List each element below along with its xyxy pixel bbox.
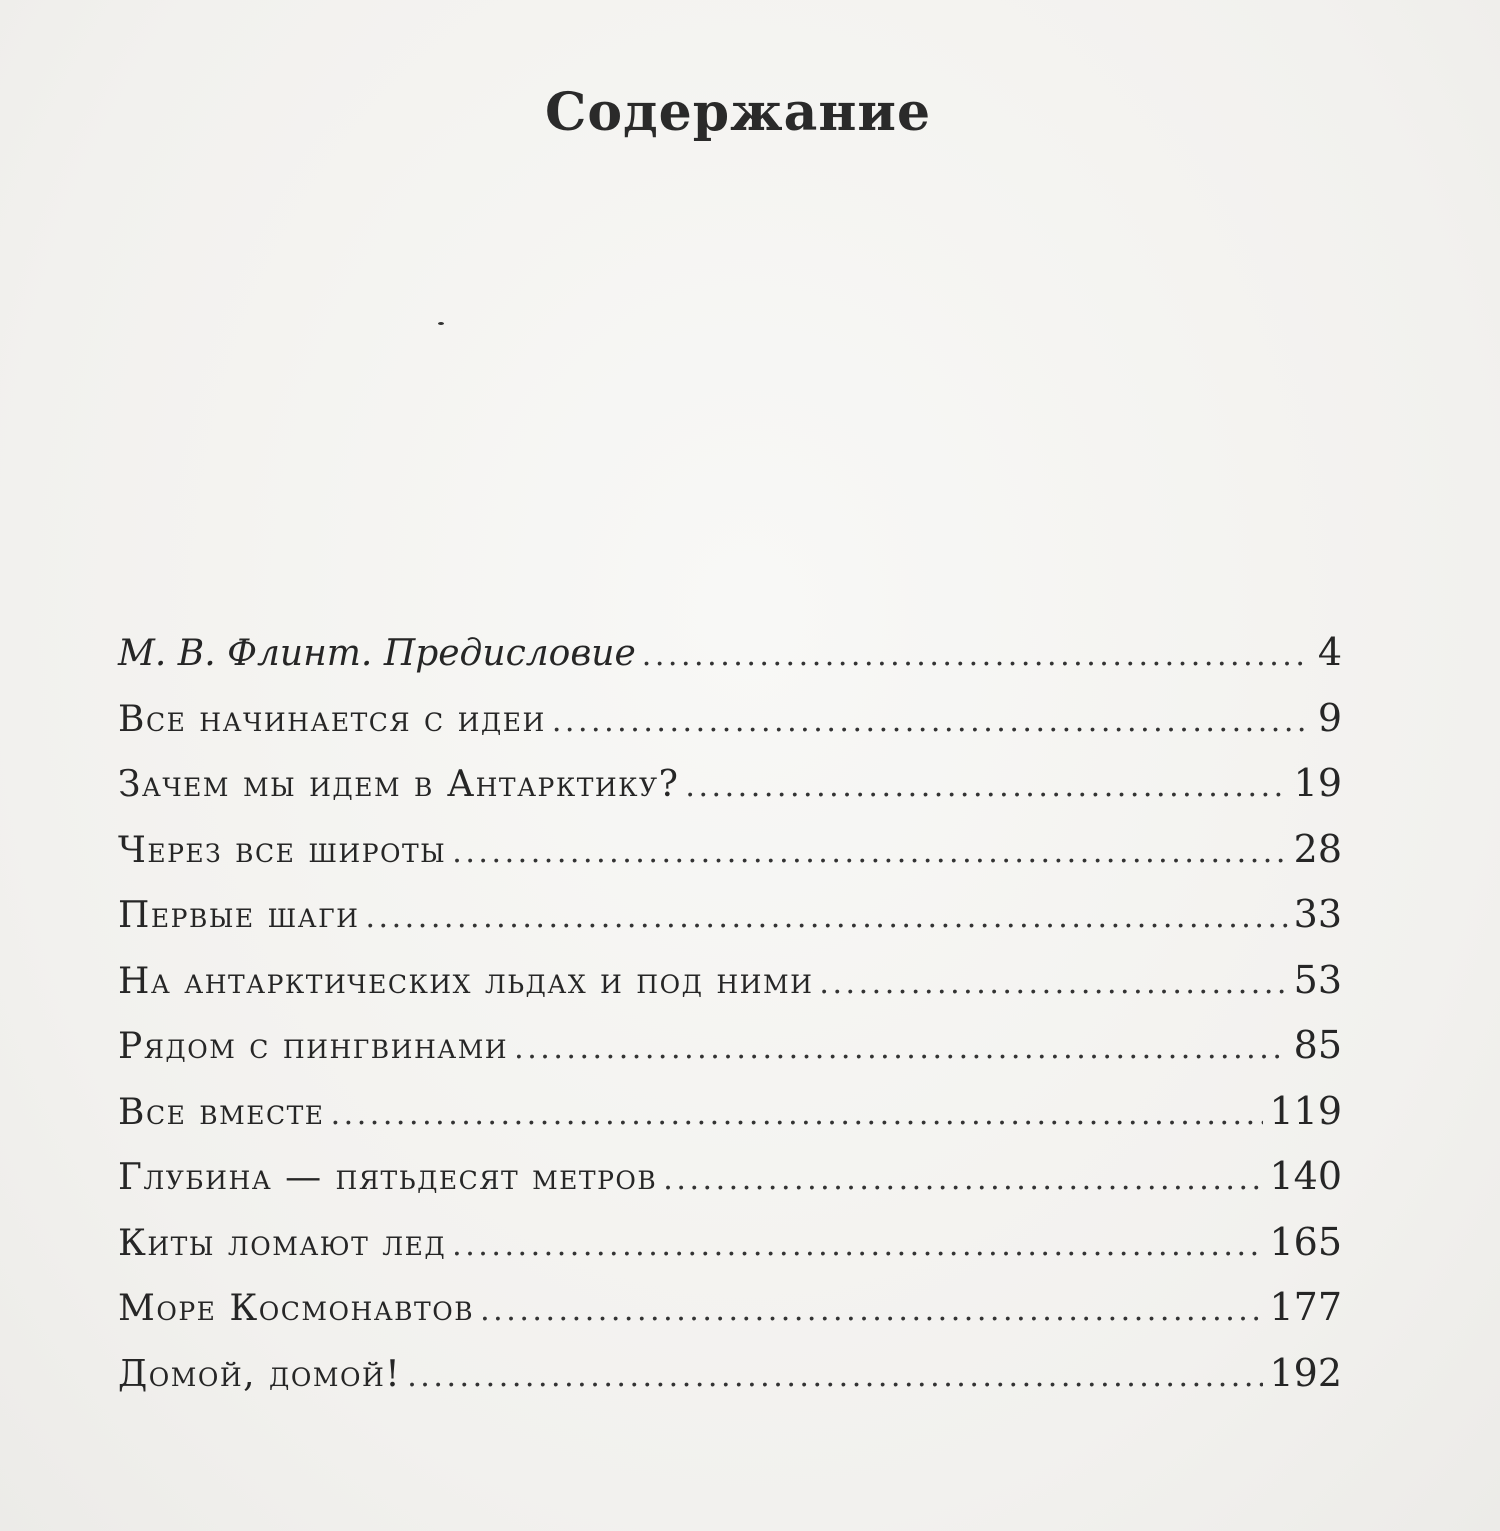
toc-entry-title: Рядом с пингвинами <box>118 1026 509 1067</box>
toc-entry <box>118 882 1342 948</box>
toc-page-number: 140 <box>1269 1154 1342 1198</box>
toc-entry <box>118 1144 1342 1210</box>
toc-entry-title: На антарктических льдах и под ними <box>118 960 814 1002</box>
toc-entry-title: Через все широты <box>118 829 447 871</box>
toc-entry-title: Киты ломают лед <box>118 1222 447 1264</box>
toc-entry-title: Глубина — пятьдесят метров <box>118 1157 658 1198</box>
toc-entry <box>118 817 1342 883</box>
toc-entry-title: Первые шаги <box>118 895 360 936</box>
toc-entry-title: Все начинается с идеи <box>118 698 546 740</box>
toc-entry-title: Все вместе <box>118 1091 325 1133</box>
toc-entry-title: Домой, домой! <box>118 1353 402 1395</box>
dot-leader <box>452 820 1287 886</box>
dot-leader <box>819 951 1287 1017</box>
toc-page-number: 119 <box>1269 1088 1342 1133</box>
toc-entry <box>118 1079 1342 1145</box>
dot-leader <box>331 1082 1264 1148</box>
toc-page-number: 28 <box>1293 826 1342 871</box>
toc-page-number: 165 <box>1269 1219 1342 1264</box>
toc-entry <box>118 948 1342 1014</box>
page-title: Содержание <box>544 81 932 143</box>
toc-page-number: 9 <box>1317 695 1342 740</box>
toc-entry <box>118 1341 1342 1407</box>
toc-entry <box>118 686 1342 752</box>
dot-leader <box>642 623 1306 689</box>
toc-entry <box>118 1210 1342 1276</box>
dot-leader <box>552 689 1306 755</box>
toc-entry <box>118 751 1342 817</box>
toc-entry-title: Зачем мы идем в Антарктику? <box>118 764 680 805</box>
toc-entry-title: Море Космонавтов <box>118 1288 475 1329</box>
toc-entry <box>118 620 1342 686</box>
dot-leader <box>452 1213 1263 1279</box>
toc-page-number: 19 <box>1293 761 1342 805</box>
toc-page-number: 53 <box>1293 957 1342 1002</box>
toc-page-number: 177 <box>1269 1285 1342 1329</box>
dot-leader <box>514 1016 1288 1082</box>
toc-page-number: 33 <box>1293 892 1342 936</box>
toc-page-number: 4 <box>1317 630 1342 674</box>
toc-page-number: 85 <box>1293 1023 1342 1067</box>
ink-speck <box>438 322 444 325</box>
toc-entry <box>118 1275 1342 1341</box>
table-of-contents <box>118 620 1342 1406</box>
dot-leader <box>365 885 1287 951</box>
dot-leader <box>407 1344 1263 1410</box>
dot-leader <box>685 754 1287 820</box>
dot-leader <box>480 1278 1263 1344</box>
toc-page-number: 192 <box>1269 1350 1342 1395</box>
toc-entry-title: М. В. Флинт. Предисловие <box>118 633 636 674</box>
toc-entry <box>118 1013 1342 1079</box>
dot-leader <box>663 1147 1263 1213</box>
